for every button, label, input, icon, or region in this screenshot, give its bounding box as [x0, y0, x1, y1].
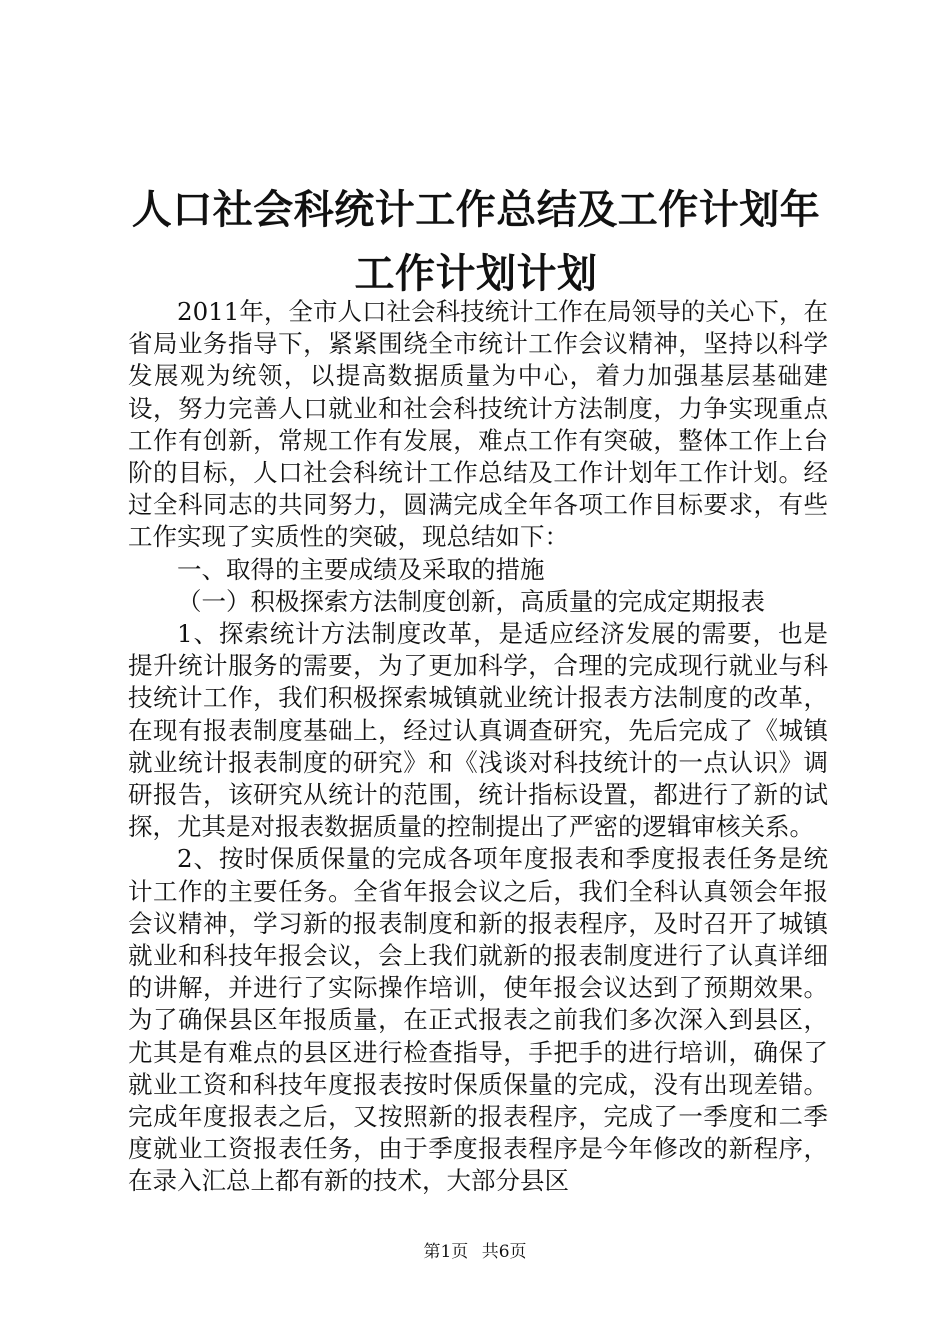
- page-total: 共6页: [481, 1242, 527, 1262]
- subsection-heading: （一）积极探索方法制度创新，高质量的完成定期报表: [177, 586, 765, 616]
- paragraph-item-1: 1、探索统计方法制度改革，是适应经济发展的需要，也是提升统计服务的需要，为了更加科学，合理的完成现行就业与科技统计工作，我们积极探索城镇就业统计报表方法制度的改革，在现有报表制度基础上，经过认真调查研究，先后完成了《城镇就业统计报表制度的研究》和《浅谈对科技统计的一点认识》调研报告，该研究从统计的范围，统计指标设置，都进行了新的试探，尤其是对报表数据质量的控制提出了严密的逻辑审核关系。: [128, 619, 828, 842]
- page-number: 第1页: [423, 1242, 469, 1262]
- document-title: 人口社会科统计工作总结及工作计划年工作计划计划: [131, 187, 821, 297]
- document-body: [128, 296, 828, 1198]
- page-footer: [0, 1240, 950, 1264]
- section-heading: 一、取得的主要成绩及采取的措施: [177, 554, 545, 584]
- paragraph-item-2: 2、按时保质保量的完成各项年度报表和季度报表任务是统计工作的主要任务。全省年报会议之后，我们全科认真领会年报会议精神，学习新的报表制度和新的报表程序，及时召开了城镇就业和科技年报会议，会上我们就新的报表制度进行了认真详细的讲解，并进行了实际操作培训，使年报会议达到了预期效果。为了确保县区年报质量，在正式报表之前我们多次深入到县区，尤其是有难点的县区进行检查指导，手把手的进行培训，确保了就业工资和科技年度报表按时保质保量的完成，没有出现差错。完成年度报表之后，又按照新的报表程序，完成了一季度和二季度就业工资报表任务，由于季度报表程序是今年修改的新程序，在录入汇总上都有新的技术，大部分县区: [128, 844, 828, 1196]
- paragraph-intro: 2011年，全市人口社会科技统计工作在局领导的关心下，在省局业务指导下，紧紧围绕全市统计工作会议精神，坚持以科学发展观为统领，以提高数据质量为中心，着力加强基层基础建设，努力完善人口就业和社会科技统计方法制度，力争实现重点工作有创新，常规工作有发展，难点工作有突破，整体工作上台阶的目标，人口社会科统计工作总结及工作计划年工作计划。经过全科同志的共同努力，圆满完成全年各项工作目标要求，有些工作实现了实质性的突破，现总结如下：: [128, 297, 828, 552]
